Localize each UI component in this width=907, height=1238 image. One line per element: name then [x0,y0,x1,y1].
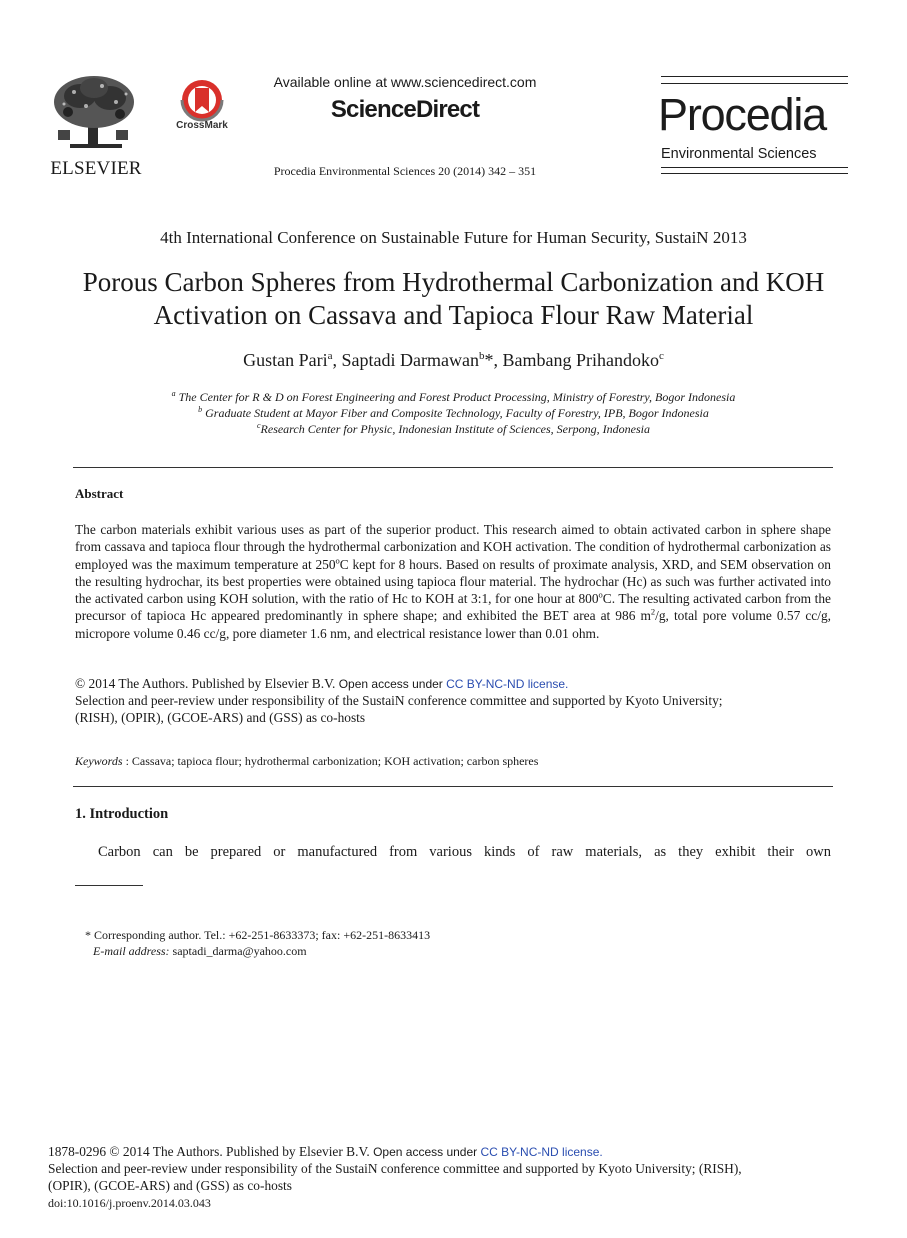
author-list [60,350,847,371]
keywords-label: Keywords [75,754,123,768]
procedia-rule-top-2 [661,83,848,84]
journal-citation: Procedia Environmental Sciences 20 (2014) 342 – 351 [273,164,537,178]
paper-title-line-1: Porous Carbon Spheres from Hydrothermal Carbonization and KOH [82,267,825,297]
author-sup: b [478,350,485,362]
copyright-text: © 2014 The Authors. Published by Elsevier B.V. [75,676,336,691]
procedia-logo-title: Procedia [658,89,827,140]
sciencedirect-brand[interactable]: ScienceDirect [330,96,480,123]
affiliation-text: Graduate Student at Mayor Fiber and Composite Technology, Faculty of Forestry, IPB, Bogor Indonesia [202,406,709,420]
affiliation-b [60,405,847,421]
section-heading-introduction: 1. Introduction [75,806,169,822]
abstract-part-3: C. The resulting activated carbon from the precursor of tapioca Hc appeared predominantly in sphere shape; and exhibited the BET area at 986 m [75,591,831,624]
license-link[interactable]: CC BY-NC-ND license. [446,677,569,691]
author-sup: c [658,350,664,362]
degree-sup: o [335,555,340,566]
author-sup: a [327,350,333,362]
affiliation-c [60,421,847,437]
abstract-heading: Abstract [75,486,124,501]
abstract-part-2: C kept for 8 hours. Based on results of proximate analysis, XRD, and SEM observation on the resulting hydrochar, its best properties were obtained using tapioca flour material. The hydrochar (Hc) as such was further activated into the activated carbon using KOH solution, with the ratio of Hc to KOH at 3:1, for one hour at 800 [75,556,831,607]
footer-copyright [48,1143,848,1161]
procedia-rule-top [661,76,848,77]
intro-first-line: Carbon can be prepared or manufactured from various kinds of raw materials, as they exhibit their own [98,844,831,860]
footnote-rule [75,885,143,886]
keywords-text: : Cassava; tapioca flour; hydrothermal carbonization; KOH activation; carbon spheres [122,754,539,768]
crossmark-label: CrossMark [176,120,228,131]
elsevier-tree-logo [50,74,140,154]
footer-issn-copyright: 1878-0296 © 2014 The Authors. Published by Elsevier B.V. [48,1144,370,1159]
corresponding-author-note: * Corresponding author. Tel.: +62-251-8633373; fax: +62-251-8633413 [85,928,431,942]
available-online-text[interactable]: Available online at www.sciencedirect.com [273,74,537,90]
author-name: Bambang Prihandoko [502,350,659,370]
keywords-line [75,754,831,769]
affiliation-sup: c [256,421,261,430]
footer-license-link[interactable]: CC BY-NC-ND license. [480,1145,603,1159]
procedia-rule-bottom [661,167,848,168]
affiliation-text: The Center for R & D on Forest Engineering and Forest Product Processing, Ministry of Forestry, Bogor Indonesia [175,390,736,404]
crossmark-icon[interactable] [176,78,228,122]
email-label: E-mail address: [93,944,170,958]
affiliation-text: Research Center for Physic, Indonesian Institute of Sciences, Serpong, Indonesia [260,422,651,436]
affiliation-sup: b [198,405,203,414]
author-name: Saptadi Darmawan [341,350,479,370]
paper-title [60,266,847,332]
email-address[interactable]: saptadi_darma@yahoo.com [169,944,307,958]
author-sep: *, [484,350,503,370]
procedia-rule-bottom-2 [661,173,848,174]
author-sep: , [332,350,342,370]
divider-bottom [73,786,833,787]
footer-doi[interactable]: doi:10.1016/j.proenv.2014.03.043 [48,1196,211,1210]
abstract-part-1: The carbon materials exhibit various uses as part of the superior product. This research aimed to obtain activated carbon in sphere shape from cassava and tapioca flour through the hydrothermal carbonization and KOH activation. The condition of hydrothermal carbonization as employed was the maximum temperature at 250 [75,522,831,572]
email-note [93,944,833,959]
elsevier-wordmark: ELSEVIER [50,158,142,179]
abstract-part-4: /g, total pore volume 0.57 cc/g, micropore volume 0.46 cc/g, pore diameter 1.6 nm, and electrical resistance lower than 0.01 ohm. [75,608,831,641]
footer-peer-review-2: (OPIR), (GCOE-ARS) and (GSS) as co-hosts [48,1178,292,1193]
affiliation-sup: a [171,389,176,398]
degree-sup: o [598,589,603,600]
open-access-text: Open access under [335,677,447,691]
peer-review-line-2: (RISH), (OPIR), (GCOE-ARS) and (GSS) as co-hosts [75,710,366,725]
squared-sup: 2 [650,607,656,618]
affiliation-a [60,389,847,405]
footer-peer-review-1: Selection and peer-review under responsibility of the SustaiN conference committee and supported by Kyoto University; (RISH), [48,1161,742,1176]
footer-open-access: Open access under [369,1145,481,1159]
divider-top [73,467,833,468]
copyright-line [75,675,831,693]
abstract-body [75,521,831,642]
peer-review-line-1: Selection and peer-review under responsibility of the SustaiN conference committee and supported by Kyoto University; [75,693,723,708]
conference-name: 4th International Conference on Sustainable Future for Human Security, SustaiN 2013 [160,228,747,247]
paper-title-line-2: Activation on Cassava and Tapioca Flour Raw Material [153,300,754,330]
author-name: Gustan Pari [243,350,328,370]
procedia-logo-subtitle: Environmental Sciences [661,146,817,162]
